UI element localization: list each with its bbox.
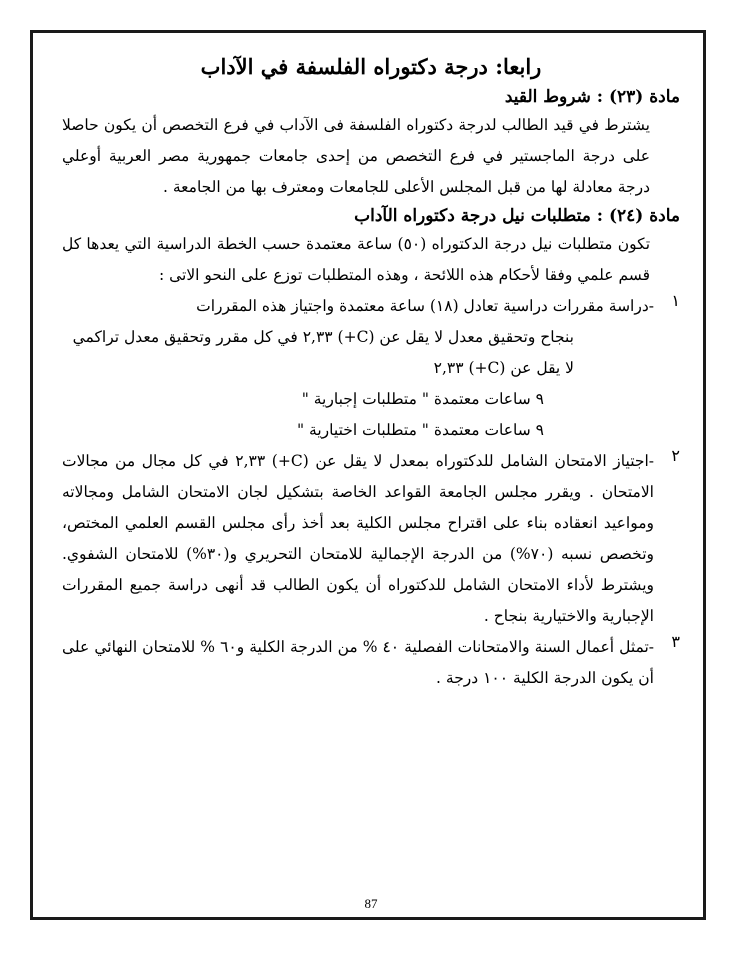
page-number: 87 — [364, 896, 378, 911]
requirement-item-2 — [62, 446, 680, 632]
item-number: ٣ — [671, 632, 680, 651]
item-2-text: -اجتياز الامتحان الشامل للدكتوراه بمعدل لا يقل عن (C+) ٢,٣٣ في كل مجال من مجالات الامتحان . ويقرر مجلس الجامعة القواعد الخاصة بتشكيل لجان الامتحان الشامل ومجالاته ومواعيد انعقاده بناء على اقتراح مجلس الكلية بعد أخذ رأى مجلس القسم العلمي المختص، وتخصص نسبه (٧٠%) من الدرجة الإجمالية للامتحان التحريري و(٣٠%) للامتحان الشفوي. ويشترط لأداء الامتحان الشامل للدكتوراه أن يكون الطالب قد أنهى دراسة جميع المقررات الإجبارية والاختيارية بنجاح . — [62, 452, 654, 625]
item-number: ٢ — [671, 446, 680, 465]
article-24-heading: مادة (٢٤) : متطلبات نيل درجة دكتوراه الآداب — [354, 206, 680, 226]
item-3-text: -تمثل أعمال السنة والامتحانات الفصلية ٤٠ % من الدرجة الكلية و٦٠ % للامتحان النهائي على أن يكون الدرجة الكلية ١٠٠ درجة . — [62, 638, 655, 687]
item-1-line-3: لا يقل عن (C+) ٢,٣٣ — [433, 359, 574, 377]
requirement-item-3 — [62, 632, 680, 694]
item-number: ١ — [671, 291, 680, 310]
page-title: رابعا: درجة دكتوراه الفلسفة في الآداب — [200, 54, 542, 79]
article-24-intro: تكون متطلبات نيل درجة الدكتوراه (٥٠) ساعة معتمدة حسب الخطة الدراسية التي يعدها كل قسم علمي وفقا لأحكام هذه اللائحة ، وهذه المتطلبات توزع على النحو الاتى : — [62, 235, 651, 284]
item-1-line-1: -دراسة مقررات دراسية تعادل (١٨) ساعة معتمدة واجتياز هذه المقررات — [196, 297, 654, 315]
article-23-heading: مادة (٢٣) : شروط القيد — [504, 87, 680, 107]
item-1-line-5: ٩ ساعات معتمدة " متطلبات اختيارية " — [297, 421, 544, 439]
document-body — [62, 50, 680, 694]
item-1-line-2: بنجاح وتحقيق معدل لا يقل عن (C+) ٢,٣٣ في كل مقرر وتحقيق معدل تراكمي — [72, 328, 574, 346]
item-1-line-4: ٩ ساعات معتمدة " متطلبات إجبارية " — [301, 390, 544, 408]
requirement-item-1 — [62, 291, 680, 446]
article-23-paragraph: يشترط في قيد الطالب لدرجة دكتوراه الفلسفة فى الآداب في فرع التخصص أن يكون حاصلا على درجة الماجستير في فرع التخصص من إحدى جامعات جمهورية مصر العربية أوعلي درجة معادلة لها من قبل المجلس الأعلى للجامعات ومعترف بها من الجامعة . — [62, 116, 650, 196]
